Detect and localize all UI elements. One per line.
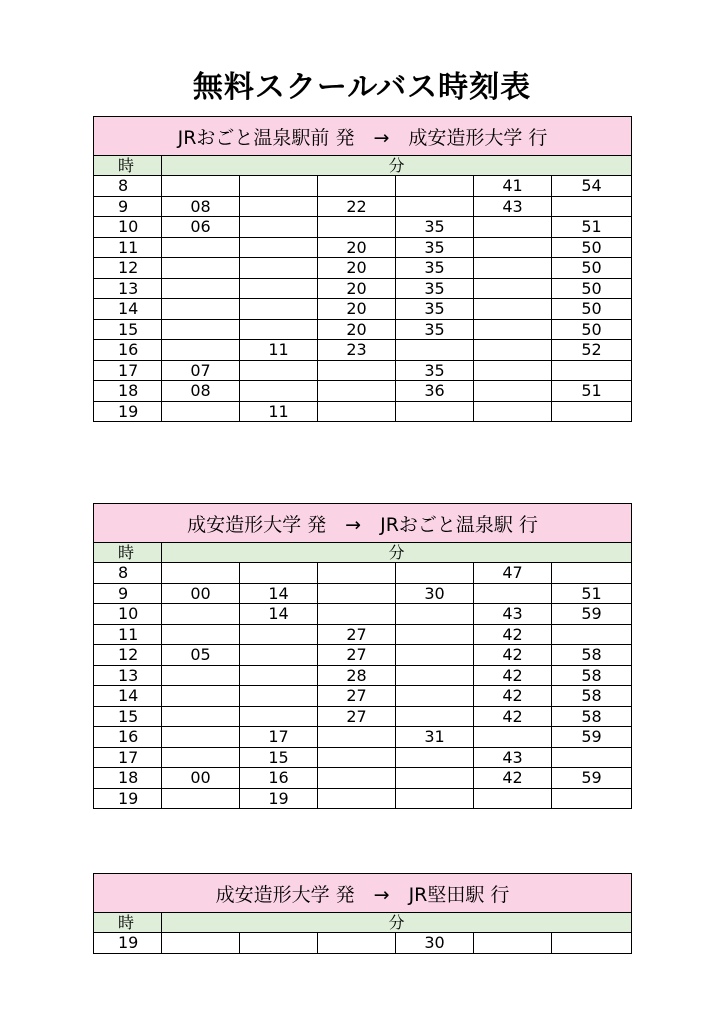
minute-cell: 42 <box>474 686 552 707</box>
route-header: 成安造形大学 発 → JRおごと温泉駅 行 <box>94 504 632 543</box>
table-row <box>94 196 632 217</box>
minute-cell <box>552 360 632 381</box>
minute-cell <box>474 217 552 238</box>
hour-cell: 18 <box>94 381 162 402</box>
minute-cell <box>162 340 240 361</box>
minute-cell <box>318 381 396 402</box>
minute-cell <box>474 583 552 604</box>
minute-cell: 43 <box>474 747 552 768</box>
minute-cell: 42 <box>474 768 552 789</box>
minute-cell: 43 <box>474 604 552 625</box>
minute-cell <box>162 933 240 954</box>
minute-cell: 36 <box>396 381 474 402</box>
minute-cell: 31 <box>396 727 474 748</box>
table-row <box>94 604 632 625</box>
minute-column-header: 分 <box>162 913 632 933</box>
table-row <box>94 278 632 299</box>
hour-cell: 16 <box>94 727 162 748</box>
hour-cell: 17 <box>94 360 162 381</box>
table-row <box>94 624 632 645</box>
minute-cell: 00 <box>162 768 240 789</box>
hour-cell: 17 <box>94 747 162 768</box>
minute-cell: 05 <box>162 645 240 666</box>
minute-cell <box>396 788 474 809</box>
timetable-seian-to-katata <box>93 873 632 954</box>
minute-cell <box>240 563 318 584</box>
table-row <box>94 176 632 197</box>
minute-cell: 20 <box>318 299 396 320</box>
minute-cell <box>162 563 240 584</box>
minute-cell: 35 <box>396 278 474 299</box>
minute-cell <box>240 299 318 320</box>
minute-cell <box>318 933 396 954</box>
minute-cell: 23 <box>318 340 396 361</box>
minute-cell <box>474 319 552 340</box>
table-row <box>94 258 632 279</box>
minute-cell: 50 <box>552 319 632 340</box>
table-row <box>94 563 632 584</box>
minute-cell: 58 <box>552 645 632 666</box>
hour-cell: 19 <box>94 401 162 422</box>
minute-cell <box>552 747 632 768</box>
minute-cell: 07 <box>162 360 240 381</box>
minute-cell <box>162 299 240 320</box>
minute-cell <box>318 747 396 768</box>
minute-cell: 52 <box>552 340 632 361</box>
minute-cell <box>240 381 318 402</box>
minute-cell <box>162 237 240 258</box>
table-row <box>94 665 632 686</box>
minute-cell <box>396 665 474 686</box>
minute-cell: 30 <box>396 933 474 954</box>
minute-cell <box>396 176 474 197</box>
minute-cell <box>162 401 240 422</box>
minute-cell: 22 <box>318 196 396 217</box>
minute-cell <box>474 340 552 361</box>
minute-cell <box>162 258 240 279</box>
minute-cell <box>396 706 474 727</box>
minute-cell: 59 <box>552 768 632 789</box>
hour-column-header: 時 <box>94 156 162 176</box>
table-row <box>94 933 632 954</box>
minute-cell: 00 <box>162 583 240 604</box>
minute-cell <box>552 788 632 809</box>
hour-cell: 9 <box>94 583 162 604</box>
table-row <box>94 237 632 258</box>
minute-cell: 11 <box>240 401 318 422</box>
hour-cell: 16 <box>94 340 162 361</box>
minute-cell <box>396 604 474 625</box>
minute-cell: 14 <box>240 604 318 625</box>
minute-cell: 35 <box>396 360 474 381</box>
minute-cell: 16 <box>240 768 318 789</box>
minute-cell <box>162 686 240 707</box>
minute-cell: 43 <box>474 196 552 217</box>
hour-cell: 11 <box>94 624 162 645</box>
minute-cell: 35 <box>396 319 474 340</box>
hour-cell: 9 <box>94 196 162 217</box>
minute-cell <box>240 360 318 381</box>
table-row <box>94 583 632 604</box>
minute-cell <box>162 665 240 686</box>
hour-cell: 13 <box>94 278 162 299</box>
hour-cell: 8 <box>94 176 162 197</box>
minute-cell: 35 <box>396 237 474 258</box>
minute-cell <box>396 563 474 584</box>
table-row <box>94 788 632 809</box>
minute-cell <box>318 768 396 789</box>
minute-cell: 42 <box>474 645 552 666</box>
route-header: 成安造形大学 発 → JR堅田駅 行 <box>94 874 632 913</box>
minute-cell: 27 <box>318 706 396 727</box>
minute-cell <box>318 217 396 238</box>
minute-cell <box>240 278 318 299</box>
minute-cell <box>318 788 396 809</box>
minute-cell <box>318 604 396 625</box>
table-row <box>94 727 632 748</box>
minute-cell: 35 <box>396 217 474 238</box>
minute-cell <box>240 196 318 217</box>
minute-cell <box>162 624 240 645</box>
hour-cell: 19 <box>94 933 162 954</box>
minute-cell <box>240 706 318 727</box>
minute-cell <box>474 727 552 748</box>
table-row <box>94 319 632 340</box>
minute-cell <box>552 933 632 954</box>
minute-cell: 06 <box>162 217 240 238</box>
minute-cell <box>474 360 552 381</box>
minute-cell: 54 <box>552 176 632 197</box>
minute-cell: 47 <box>474 563 552 584</box>
minute-cell <box>396 686 474 707</box>
minute-cell <box>396 645 474 666</box>
minute-cell <box>318 401 396 422</box>
minute-cell <box>474 788 552 809</box>
minute-cell: 35 <box>396 258 474 279</box>
table-row <box>94 768 632 789</box>
minute-column-header: 分 <box>162 543 632 563</box>
minute-cell <box>396 340 474 361</box>
minute-column-header: 分 <box>162 156 632 176</box>
table-row <box>94 340 632 361</box>
minute-cell: 30 <box>396 583 474 604</box>
minute-cell <box>396 747 474 768</box>
minute-cell: 35 <box>396 299 474 320</box>
minute-cell: 28 <box>318 665 396 686</box>
minute-cell <box>474 401 552 422</box>
minute-cell: 51 <box>552 381 632 402</box>
hour-column-header: 時 <box>94 913 162 933</box>
hour-column-header: 時 <box>94 543 162 563</box>
minute-cell: 27 <box>318 686 396 707</box>
hour-cell: 15 <box>94 319 162 340</box>
minute-cell <box>240 237 318 258</box>
minute-cell: 27 <box>318 624 396 645</box>
minute-cell: 19 <box>240 788 318 809</box>
minute-cell <box>552 401 632 422</box>
minute-cell <box>552 563 632 584</box>
minute-cell: 59 <box>552 604 632 625</box>
hour-cell: 15 <box>94 706 162 727</box>
minute-cell <box>162 278 240 299</box>
minute-cell: 41 <box>474 176 552 197</box>
minute-cell: 20 <box>318 278 396 299</box>
minute-cell: 08 <box>162 381 240 402</box>
minute-cell <box>318 563 396 584</box>
minute-cell: 14 <box>240 583 318 604</box>
table-row <box>94 686 632 707</box>
timetable-seian-to-ogoto <box>93 503 632 809</box>
page-title: 無料スクールバス時刻表 <box>192 70 532 105</box>
minute-cell <box>240 319 318 340</box>
minute-cell: 50 <box>552 278 632 299</box>
minute-cell <box>396 768 474 789</box>
minute-cell <box>162 788 240 809</box>
minute-cell <box>474 278 552 299</box>
minute-cell <box>474 933 552 954</box>
minute-cell <box>396 401 474 422</box>
minute-cell: 51 <box>552 217 632 238</box>
minute-cell: 50 <box>552 258 632 279</box>
minute-cell <box>240 217 318 238</box>
minute-cell <box>240 686 318 707</box>
hour-cell: 10 <box>94 604 162 625</box>
minute-cell <box>162 727 240 748</box>
table-row <box>94 360 632 381</box>
minute-cell: 20 <box>318 319 396 340</box>
hour-cell: 14 <box>94 299 162 320</box>
minute-cell <box>240 176 318 197</box>
hour-cell: 8 <box>94 563 162 584</box>
minute-cell: 58 <box>552 686 632 707</box>
minute-cell <box>318 176 396 197</box>
minute-cell: 50 <box>552 299 632 320</box>
hour-cell: 19 <box>94 788 162 809</box>
minute-cell: 58 <box>552 706 632 727</box>
minute-cell <box>552 624 632 645</box>
minute-cell <box>318 360 396 381</box>
table-row <box>94 299 632 320</box>
minute-cell: 42 <box>474 706 552 727</box>
minute-cell <box>474 258 552 279</box>
table-row <box>94 401 632 422</box>
minute-cell <box>162 319 240 340</box>
minute-cell: 59 <box>552 727 632 748</box>
hour-cell: 18 <box>94 768 162 789</box>
minute-cell: 50 <box>552 237 632 258</box>
table-row <box>94 645 632 666</box>
minute-cell <box>162 176 240 197</box>
table-row <box>94 381 632 402</box>
minute-cell <box>318 583 396 604</box>
minute-cell: 11 <box>240 340 318 361</box>
minute-cell <box>240 624 318 645</box>
minute-cell: 42 <box>474 624 552 645</box>
minute-cell: 20 <box>318 237 396 258</box>
minute-cell: 20 <box>318 258 396 279</box>
hour-cell: 14 <box>94 686 162 707</box>
minute-cell <box>240 665 318 686</box>
minute-cell <box>474 299 552 320</box>
minute-cell <box>240 645 318 666</box>
minute-cell <box>240 258 318 279</box>
minute-cell <box>162 706 240 727</box>
hour-cell: 12 <box>94 645 162 666</box>
minute-cell <box>162 604 240 625</box>
table-row <box>94 747 632 768</box>
minute-cell <box>240 933 318 954</box>
minute-cell: 42 <box>474 665 552 686</box>
route-header: JRおごと温泉駅前 発 → 成安造形大学 行 <box>94 117 632 156</box>
minute-cell: 08 <box>162 196 240 217</box>
minute-cell: 27 <box>318 645 396 666</box>
minute-cell <box>396 624 474 645</box>
minute-cell <box>162 747 240 768</box>
hour-cell: 12 <box>94 258 162 279</box>
table-row <box>94 706 632 727</box>
minute-cell: 17 <box>240 727 318 748</box>
minute-cell <box>318 727 396 748</box>
hour-cell: 13 <box>94 665 162 686</box>
timetable-ogoto-to-seian <box>93 116 632 422</box>
hour-cell: 11 <box>94 237 162 258</box>
hour-cell: 10 <box>94 217 162 238</box>
minute-cell <box>474 381 552 402</box>
minute-cell: 51 <box>552 583 632 604</box>
minute-cell: 15 <box>240 747 318 768</box>
minute-cell <box>396 196 474 217</box>
minute-cell <box>552 196 632 217</box>
minute-cell <box>474 237 552 258</box>
minute-cell: 58 <box>552 665 632 686</box>
table-row <box>94 217 632 238</box>
